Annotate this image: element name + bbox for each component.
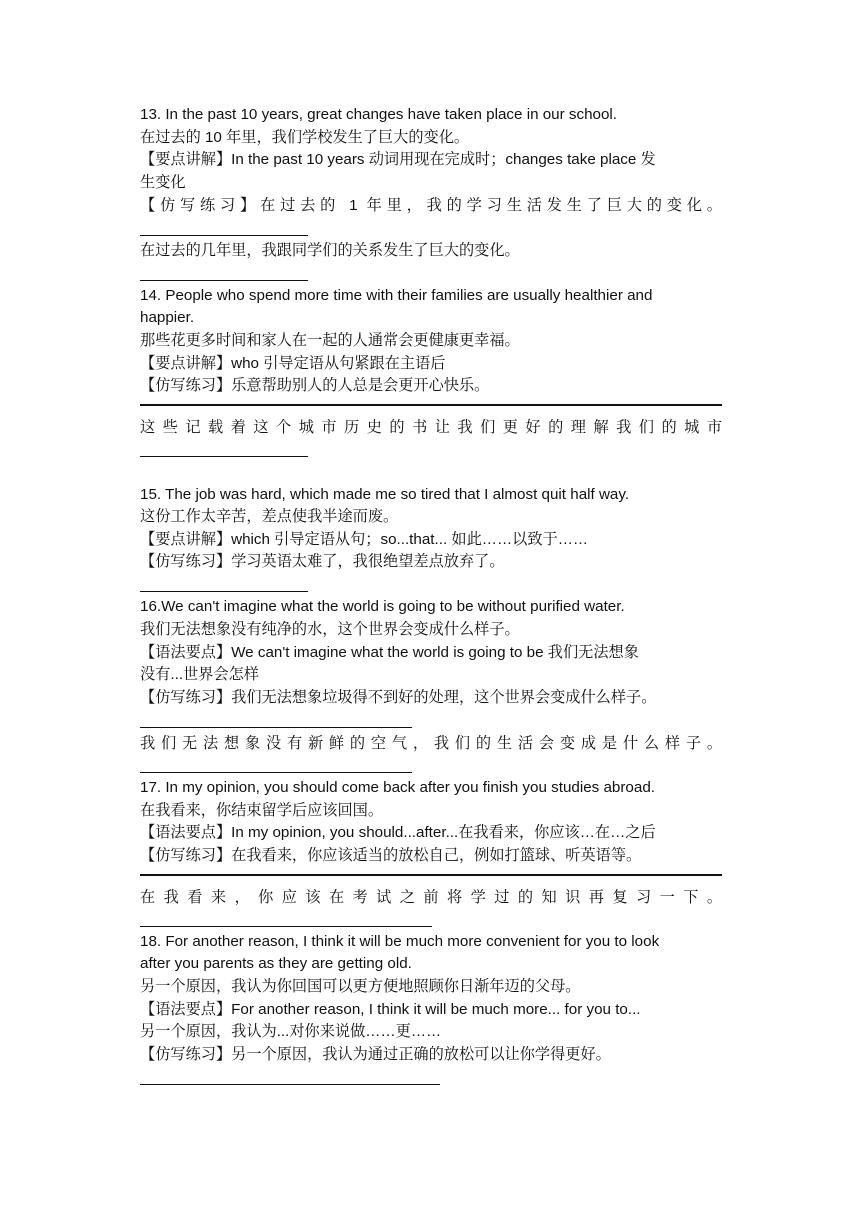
q16-practice-1: 【仿写练习】我们无法想象垃圾得不到好的处理，这个世界会变成什么样子。 bbox=[140, 688, 657, 706]
q15-answer-blank-1[interactable] bbox=[140, 574, 722, 597]
q17-grammar-point: 【语法要点】In my opinion, you should...after...在我看来，你应该…在…之后 bbox=[140, 824, 656, 842]
q16-chinese-translation: 我们无法想象没有纯净的水，这个世界会变成什么样子。 bbox=[140, 621, 520, 639]
q18-grammar-point-line1: 【语法要点】For another reason, I think it will be much more... for you to... bbox=[140, 1000, 641, 1018]
q14-english-line2: happier. bbox=[140, 309, 195, 327]
q13-practice-1: 【仿写练习】在过去的 1 年里，我的学习生活发生了巨大的变化。 bbox=[140, 197, 722, 215]
q14-chinese-translation: 那些花更多时间和家人在一起的人通常会更健康更幸福。 bbox=[140, 331, 520, 349]
q17-chinese-translation: 在我看来，你结束留学后应该回国。 bbox=[140, 801, 383, 819]
q13-key-point-line1: 【要点讲解】In the past 10 years 动词用现在完成时；changes take place 发 bbox=[140, 151, 656, 169]
q18-english-line2: after you parents as they are getting old. bbox=[140, 955, 412, 973]
q15-key-point: 【要点讲解】which 引导定语从句；so...that... 如此……以致于…… bbox=[140, 530, 589, 548]
q17-practice-2: 在我看来，你应该在考试之前将学过的知识再复习一下。 bbox=[140, 888, 722, 906]
q13-answer-blank-1[interactable] bbox=[140, 217, 722, 240]
spacer bbox=[140, 461, 722, 484]
q15-practice-1: 【仿写练习】学习英语太难了，我很绝望差点放弃了。 bbox=[140, 553, 505, 571]
q13-chinese-translation: 在过去的 10 年里，我们学校发生了巨大的变化。 bbox=[140, 128, 470, 146]
q14-answer-line-1[interactable] bbox=[140, 398, 722, 410]
q16-grammar-point-line2: 没有...世界会怎样 bbox=[140, 666, 259, 684]
document-page bbox=[140, 104, 722, 1089]
q13-english-sentence: 13. In the past 10 years, great changes have taken place in our school. bbox=[140, 106, 618, 123]
q13-key-point-line2: 生变化 bbox=[140, 173, 186, 191]
q16-english-sentence: 16.We can't imagine what the world is going to be without purified water. bbox=[140, 598, 625, 616]
q17-answer-line-1[interactable] bbox=[140, 868, 722, 880]
q17-english-sentence: 17. In my opinion, you should come back after you finish you studies abroad. bbox=[140, 779, 655, 797]
q15-chinese-translation: 这份工作太辛苦，差点使我半途而废。 bbox=[140, 508, 399, 526]
q16-answer-blank-2[interactable] bbox=[140, 755, 722, 778]
q16-practice-2: 我们无法想象没有新鲜的空气，我们的生活会变成是什么样子。 bbox=[140, 735, 722, 753]
q14-key-point: 【要点讲解】who 引导定语从句紧跟在主语后 bbox=[140, 354, 446, 372]
q18-chinese-translation: 另一个原因，我认为你回国可以更方便地照顾你日渐年迈的父母。 bbox=[140, 977, 581, 995]
q16-grammar-point-line1: 【语法要点】We can't imagine what the world is going to be 我们无法想象 bbox=[140, 643, 639, 661]
q14-practice-1: 【仿写练习】乐意帮助别人的人总是会更开心快乐。 bbox=[140, 377, 490, 395]
q14-practice-2: 这些记载着这个城市历史的书让我们更好的理解我们的城市 bbox=[140, 418, 722, 436]
q18-practice-1: 【仿写练习】另一个原因，我认为通过正确的放松可以让你学得更好。 bbox=[140, 1045, 611, 1063]
q15-english-sentence: 15. The job was hard, which made me so tired that I almost quit half way. bbox=[140, 485, 630, 503]
q16-answer-blank-1[interactable] bbox=[140, 709, 722, 732]
q18-answer-blank-1[interactable] bbox=[140, 1066, 722, 1089]
q14-answer-blank-2[interactable] bbox=[140, 438, 722, 461]
q18-english-line1: 18. For another reason, I think it will be much more convenient for you to look bbox=[140, 932, 660, 950]
q17-practice-1: 【仿写练习】在我看来，你应该适当的放松自己，例如打篮球、听英语等。 bbox=[140, 847, 642, 864]
q14-english-line1: 14. People who spend more time with their families are usually healthier and bbox=[140, 286, 653, 304]
q18-grammar-point-line2: 另一个原因，我认为...对你来说做……更…… bbox=[140, 1023, 442, 1041]
q13-answer-blank-2[interactable] bbox=[140, 262, 722, 285]
q13-practice-2: 在过去的几年里，我跟同学们的关系发生了巨大的变化。 bbox=[140, 241, 520, 259]
q17-answer-blank-2[interactable] bbox=[140, 908, 722, 931]
